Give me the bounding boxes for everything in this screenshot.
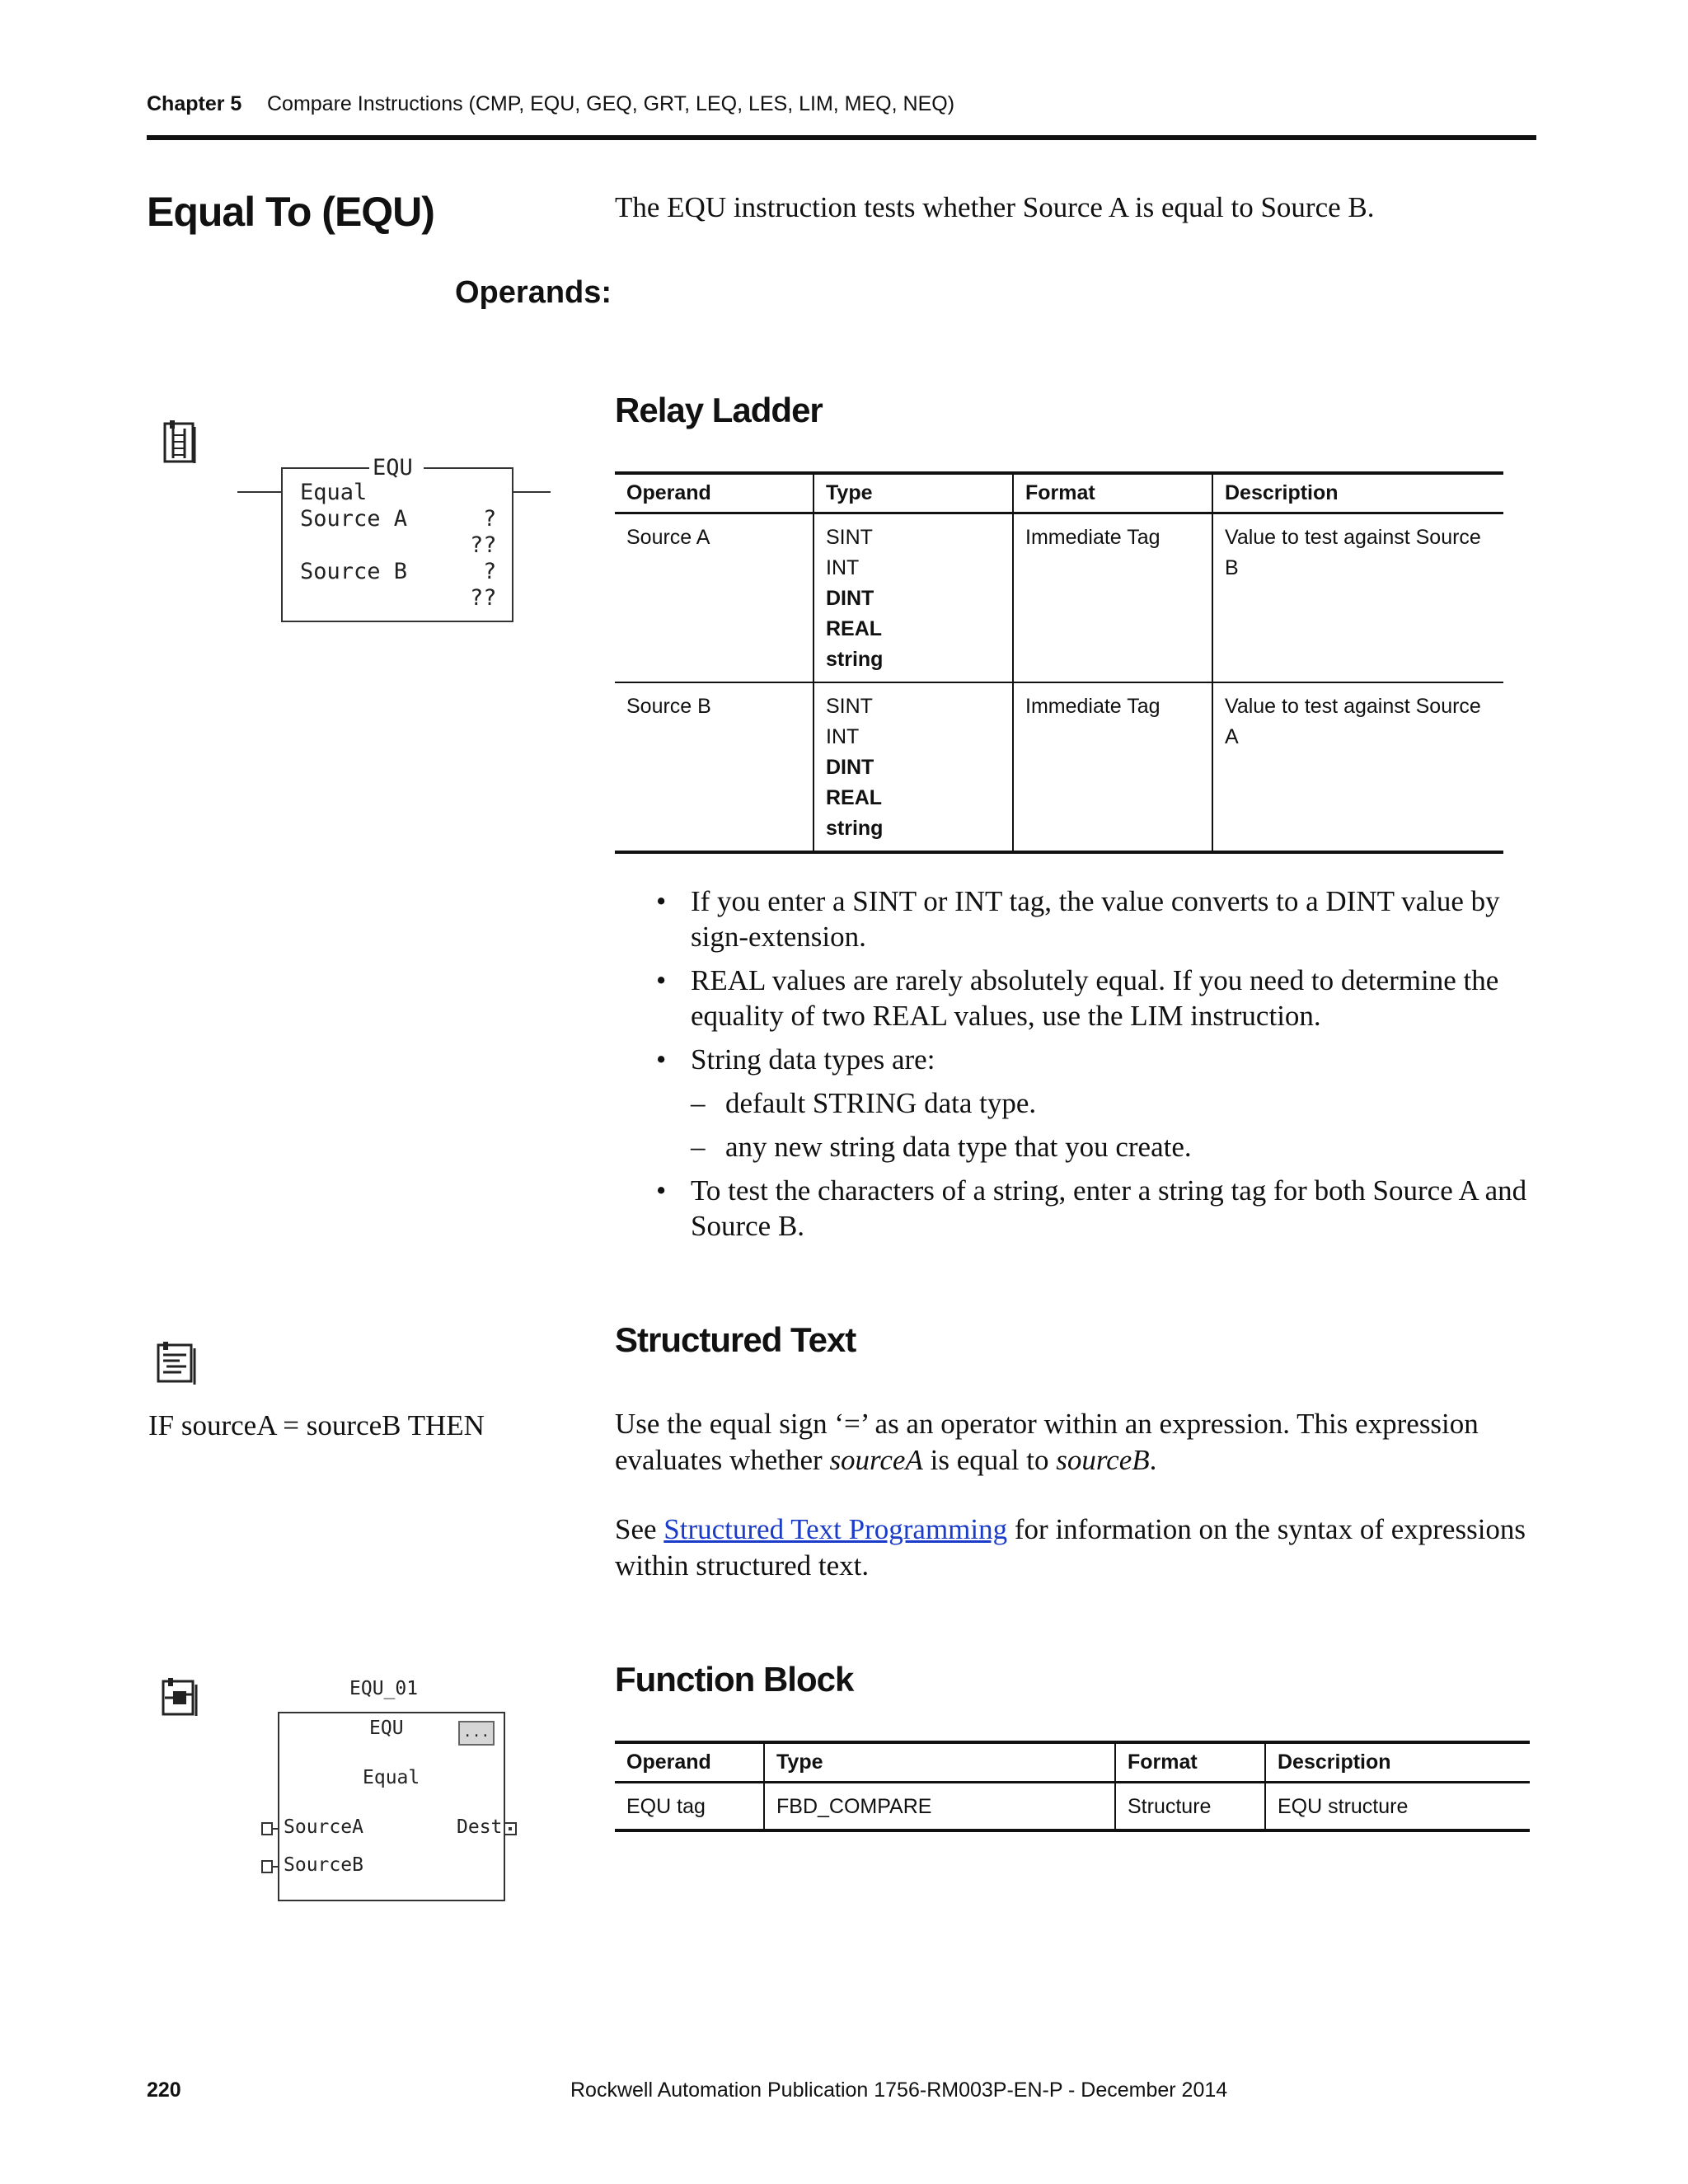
- type-value: REAL: [826, 617, 883, 640]
- ladder-block-label: Equal: [300, 480, 368, 505]
- ladder-source-a-value: ?: [483, 506, 497, 532]
- function-block-table: [615, 1741, 1530, 1832]
- type-value: DINT: [826, 756, 874, 779]
- page-number: 220: [147, 2079, 181, 2102]
- variable-name: sourceA: [829, 1444, 923, 1476]
- type-cell: [814, 513, 1013, 683]
- chapter-title: Compare Instructions (CMP, EQU, GEQ, GRT, LEQ, LES, LIM, MEQ, NEQ): [267, 92, 955, 115]
- variable-name: sourceB: [1056, 1444, 1150, 1476]
- operands-label: Operands:: [455, 275, 612, 310]
- structured-text-paragraph-1: [615, 1406, 1538, 1479]
- ladder-source-b-label: Source B: [300, 559, 408, 584]
- paragraph-text: for information on the syntax of expressions within structured text.: [615, 1513, 1526, 1582]
- ladder-source-a-label: Source A: [300, 506, 408, 532]
- description-cell: Value to test against Source A: [1212, 682, 1503, 852]
- type-value: SINT: [826, 526, 873, 549]
- type-value: INT: [826, 556, 860, 579]
- relay-ladder-notes: [656, 883, 1530, 1252]
- ladder-icon: [162, 419, 199, 465]
- fb-block-name: EQU: [369, 1718, 404, 1739]
- structured-text-paragraph-2: [615, 1511, 1538, 1584]
- column-header-format: Format: [1115, 1742, 1265, 1783]
- chapter-label: Chapter 5: [147, 92, 242, 115]
- type-value: DINT: [826, 587, 874, 610]
- fb-block-label: Equal: [363, 1767, 420, 1788]
- structured-text-heading: Structured Text: [615, 1320, 856, 1359]
- function-block-heading: Function Block: [615, 1660, 854, 1699]
- ladder-source-b-value: ?: [483, 559, 497, 584]
- fb-input-source-b: SourceB: [284, 1854, 363, 1876]
- relay-ladder-table: [615, 471, 1503, 854]
- table-row: [615, 1783, 1530, 1831]
- structured-text-icon: [155, 1340, 201, 1386]
- type-cell: [814, 682, 1013, 852]
- fb-tag-name: EQU_01: [349, 1678, 419, 1699]
- format-cell: Immediate Tag: [1013, 682, 1212, 852]
- fb-output-dest: Dest: [457, 1816, 503, 1838]
- function-block-diagram: [260, 1678, 532, 1909]
- publication-info: Rockwell Automation Publication 1756-RM003P-EN-P - December 2014: [570, 2079, 1228, 2102]
- ladder-source-a-value2: ??: [470, 532, 497, 558]
- column-header-type: Type: [764, 1742, 1115, 1783]
- list-sub-item: – default STRING data type.: [656, 1085, 1530, 1121]
- description-cell: EQU structure: [1265, 1783, 1530, 1831]
- structured-text-code: IF sourceA = sourceB THEN: [148, 1409, 485, 1441]
- ladder-source-b-value2: ??: [470, 585, 497, 611]
- list-item: • REAL values are rarely absolutely equal. If you need to determine the equality of two REAL values, use the LIM instruction.: [656, 963, 1530, 1033]
- type-value: string: [826, 817, 884, 840]
- ladder-instruction-block: [237, 453, 551, 623]
- paragraph-text: See: [615, 1513, 664, 1545]
- ladder-block-name: EQU: [373, 455, 413, 480]
- fb-input-source-a: SourceA: [284, 1816, 363, 1838]
- column-header-description: Description: [1265, 1742, 1530, 1783]
- format-cell: Immediate Tag: [1013, 513, 1212, 683]
- table-header-row: [615, 473, 1503, 513]
- type-value: SINT: [826, 695, 873, 718]
- format-cell: Structure: [1115, 1783, 1265, 1831]
- fb-properties-button[interactable]: ...: [458, 1721, 495, 1746]
- paragraph-text: .: [1149, 1444, 1157, 1476]
- type-value: INT: [826, 725, 860, 748]
- list-item: • If you enter a SINT or INT tag, the value converts to a DINT value by sign-extension.: [656, 883, 1530, 954]
- list-item: • To test the characters of a string, enter a string tag for both Source A and Source B.: [656, 1173, 1530, 1244]
- list-sub-item: – any new string data type that you create.: [656, 1129, 1530, 1165]
- paragraph-text: Use the equal sign ‘=’ as an operator within an expression. This expression evaluates whether: [615, 1408, 1479, 1476]
- description-cell: Value to test against Source B: [1212, 513, 1503, 683]
- table-header-row: [615, 1742, 1530, 1783]
- type-cell: FBD_COMPARE: [764, 1783, 1115, 1831]
- function-block-icon: [160, 1676, 201, 1718]
- structured-text-programming-link[interactable]: Structured Text Programming: [663, 1513, 1008, 1545]
- column-header-operand: Operand: [615, 473, 814, 513]
- paragraph-text: is equal to: [922, 1444, 1057, 1476]
- column-header-operand: Operand: [615, 1742, 764, 1783]
- operand-cell: Source A: [615, 513, 814, 683]
- operand-cell: EQU tag: [615, 1783, 764, 1831]
- operand-cell: Source B: [615, 682, 814, 852]
- intro-text: The EQU instruction tests whether Source A is equal to Source B.: [615, 191, 1375, 223]
- table-row: [615, 682, 1503, 852]
- column-header-type: Type: [814, 473, 1013, 513]
- type-value: REAL: [826, 786, 883, 809]
- relay-ladder-heading: Relay Ladder: [615, 391, 823, 429]
- column-header-format: Format: [1013, 473, 1212, 513]
- page-header: [147, 92, 1536, 140]
- column-header-description: Description: [1212, 473, 1503, 513]
- section-title: Equal To (EQU): [147, 189, 434, 235]
- list-item: • String data types are:: [656, 1042, 1530, 1077]
- table-row: [615, 513, 1503, 683]
- type-value: string: [826, 648, 884, 671]
